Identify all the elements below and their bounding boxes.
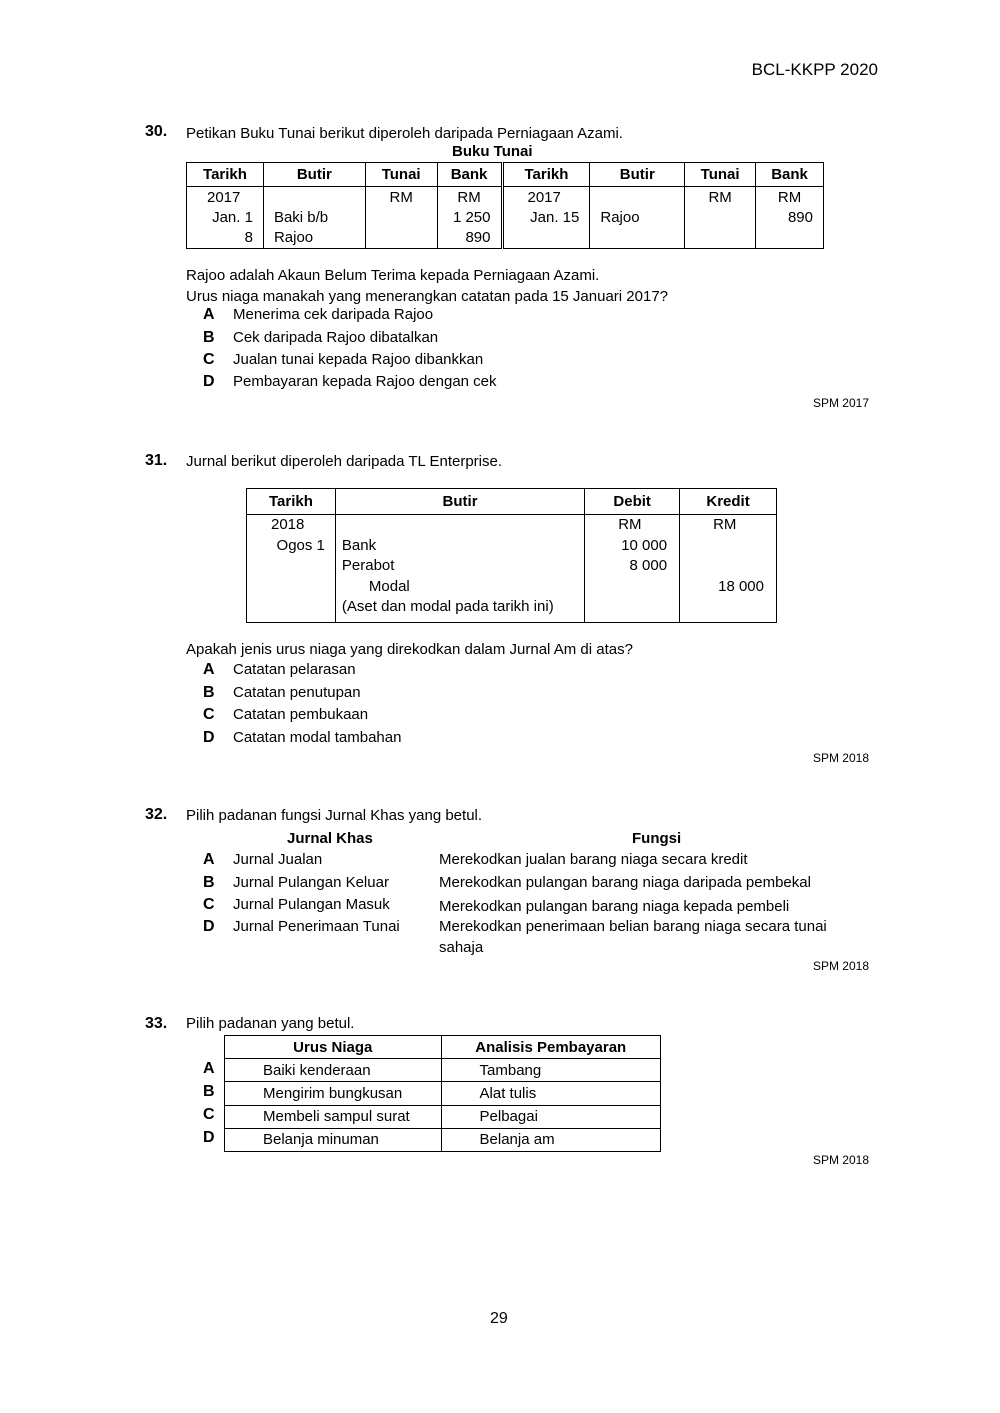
journal-note: (Aset dan modal pada tarikh ini) xyxy=(341,598,554,615)
left-bank-unit: RM xyxy=(457,189,481,206)
q31-intro: Jurnal berikut diperoleh daripada TL Enterprise. xyxy=(186,453,503,470)
header-tarikh-right: Tarikh xyxy=(502,163,590,187)
q31-option-b[interactable]: B Catatan penutupan xyxy=(203,684,361,701)
urus-c: Membeli sampul surat xyxy=(225,1105,442,1128)
q33-intro: Pilih padanan yang betul. xyxy=(186,1015,355,1032)
analisis-a: Tambang xyxy=(441,1059,660,1082)
journal-butir-bank: Bank xyxy=(341,536,377,554)
q32-fungsi-b: Merekodkan pulangan barang niaga daripada pembekal xyxy=(439,874,811,891)
q30-stem-2: Urus niaga manakah yang menerangkan catatan pada 15 Januari 2017? xyxy=(186,288,669,305)
q30-intro: Petikan Buku Tunai berikut diperoleh daripada Perniagaan Azami. xyxy=(186,125,623,142)
journal-year: 2018 xyxy=(271,516,305,533)
debit-perabot: 8 000 xyxy=(629,557,668,574)
q33-source: SPM 2018 xyxy=(812,1153,869,1167)
header-urus-niaga: Urus Niaga xyxy=(225,1036,442,1059)
header-butir-right: Butir xyxy=(590,163,685,187)
q33-number: 33. xyxy=(145,1015,168,1032)
urus-b: Mengirim bungkusan xyxy=(225,1082,442,1105)
journal-butir-modal: Modal xyxy=(368,577,410,595)
header-debit: Debit xyxy=(585,489,680,515)
q32-option-b[interactable]: B Jurnal Pulangan Keluar xyxy=(203,874,389,891)
q33-letter-b[interactable]: B xyxy=(203,1083,215,1100)
journal-table xyxy=(246,488,777,623)
urus-d: Belanja minuman xyxy=(225,1128,442,1151)
header-kredit: Kredit xyxy=(680,489,777,515)
right-date-1: Jan. 15 xyxy=(530,209,580,226)
q30-option-b[interactable]: B Cek daripada Rajoo dibatalkan xyxy=(203,329,439,346)
q32-fungsi-d-cont: sahaja xyxy=(439,939,484,956)
left-date-1: Jan. 1 xyxy=(212,209,253,226)
journal-date: Ogos 1 xyxy=(276,536,325,554)
q32-fungsi-c: Merekodkan pulangan barang niaga kepada pembeli xyxy=(439,898,790,915)
journal-butir-perabot: Perabot xyxy=(341,557,395,574)
right-butir-1: Rajoo xyxy=(600,209,640,226)
left-bank-1: 1 250 xyxy=(452,209,491,226)
q32-intro: Pilih padanan fungsi Jurnal Khas yang betul. xyxy=(186,807,483,824)
analisis-b: Alat tulis xyxy=(441,1082,660,1105)
header-tarikh: Tarikh xyxy=(187,163,264,187)
header-analisis: Analisis Pembayaran xyxy=(441,1036,660,1059)
left-butir-1: Baki b/b xyxy=(273,209,329,226)
payment-analysis-table xyxy=(224,1035,661,1152)
q33-letter-d[interactable]: D xyxy=(203,1129,215,1146)
kredit-modal: 18 000 xyxy=(718,577,764,595)
left-date-2: 8 xyxy=(244,229,253,246)
q32-number: 32. xyxy=(145,806,168,823)
right-year: 2017 xyxy=(527,189,561,206)
q32-source: SPM 2018 xyxy=(812,959,869,973)
analisis-d: Belanja am xyxy=(441,1128,660,1151)
analisis-c: Pelbagai xyxy=(441,1105,660,1128)
q32-option-d[interactable]: D Jurnal Penerimaan Tunai xyxy=(203,918,400,935)
kredit-unit: RM xyxy=(713,516,737,533)
q30-stem-1: Rajoo adalah Akaun Belum Terima kepada Perniagaan Azami. xyxy=(186,267,600,284)
urus-a: Baiki kenderaan xyxy=(225,1059,442,1082)
q33-letter-c[interactable]: C xyxy=(203,1106,215,1123)
q32-option-c[interactable]: C Jurnal Pulangan Masuk xyxy=(203,896,390,913)
left-butir-2: Rajoo xyxy=(273,229,314,246)
debit-unit: RM xyxy=(618,516,642,533)
right-bank-1: 890 xyxy=(787,209,813,226)
header-tunai-right: Tunai xyxy=(685,163,756,187)
left-year: 2017 xyxy=(207,189,241,206)
header-butir: Butir xyxy=(263,163,365,187)
q30-option-d[interactable]: D Pembayaran kepada Rajoo dengan cek xyxy=(203,373,497,390)
header-tunai: Tunai xyxy=(365,163,437,187)
header-bank: Bank xyxy=(437,163,502,187)
table-row[interactable] xyxy=(225,1105,661,1128)
header-bank-right: Bank xyxy=(756,163,824,187)
table-row[interactable] xyxy=(225,1082,661,1105)
cash-book-table xyxy=(186,162,824,249)
q31-option-c[interactable]: C Catatan pembukaan xyxy=(203,706,369,723)
q30-option-c[interactable]: C Jualan tunai kepada Rajoo dibankkan xyxy=(203,351,484,368)
q32-col-fungsi: Fungsi xyxy=(632,830,682,847)
header-code: BCL-KKPP 2020 xyxy=(751,60,878,79)
q32-col-jurnal: Jurnal Khas xyxy=(287,830,373,847)
q30-option-a[interactable]: A Menerima cek daripada Rajoo xyxy=(203,306,434,323)
table-row[interactable] xyxy=(225,1059,661,1082)
page-number: 29 xyxy=(490,1310,508,1327)
q30-table-title: Buku Tunai xyxy=(452,143,533,160)
q30-source: SPM 2017 xyxy=(812,396,869,410)
q31-source: SPM 2018 xyxy=(812,751,869,765)
q32-option-a[interactable]: A Jurnal Jualan xyxy=(203,851,323,868)
right-bank-unit: RM xyxy=(777,189,802,206)
q32-fungsi-d: Merekodkan penerimaan belian barang niaga secara tunai xyxy=(439,918,827,935)
right-tunai-unit: RM xyxy=(708,189,732,206)
q31-number: 31. xyxy=(145,452,168,469)
q31-question: Apakah jenis urus niaga yang direkodkan dalam Jurnal Am di atas? xyxy=(186,641,633,658)
q30-number: 30. xyxy=(145,123,168,140)
table-row[interactable] xyxy=(225,1128,661,1151)
left-tunai-unit: RM xyxy=(389,189,413,206)
header-butir: Butir xyxy=(335,489,584,515)
left-bank-2: 890 xyxy=(465,229,491,246)
q31-option-a[interactable]: A Catatan pelarasan xyxy=(203,661,356,678)
debit-bank: 10 000 xyxy=(621,536,668,554)
header-tarikh: Tarikh xyxy=(247,489,336,515)
q33-letter-a[interactable]: A xyxy=(203,1060,215,1077)
q32-fungsi-a: Merekodkan jualan barang niaga secara kredit xyxy=(439,851,748,868)
q31-option-d[interactable]: D Catatan modal tambahan xyxy=(203,729,402,746)
